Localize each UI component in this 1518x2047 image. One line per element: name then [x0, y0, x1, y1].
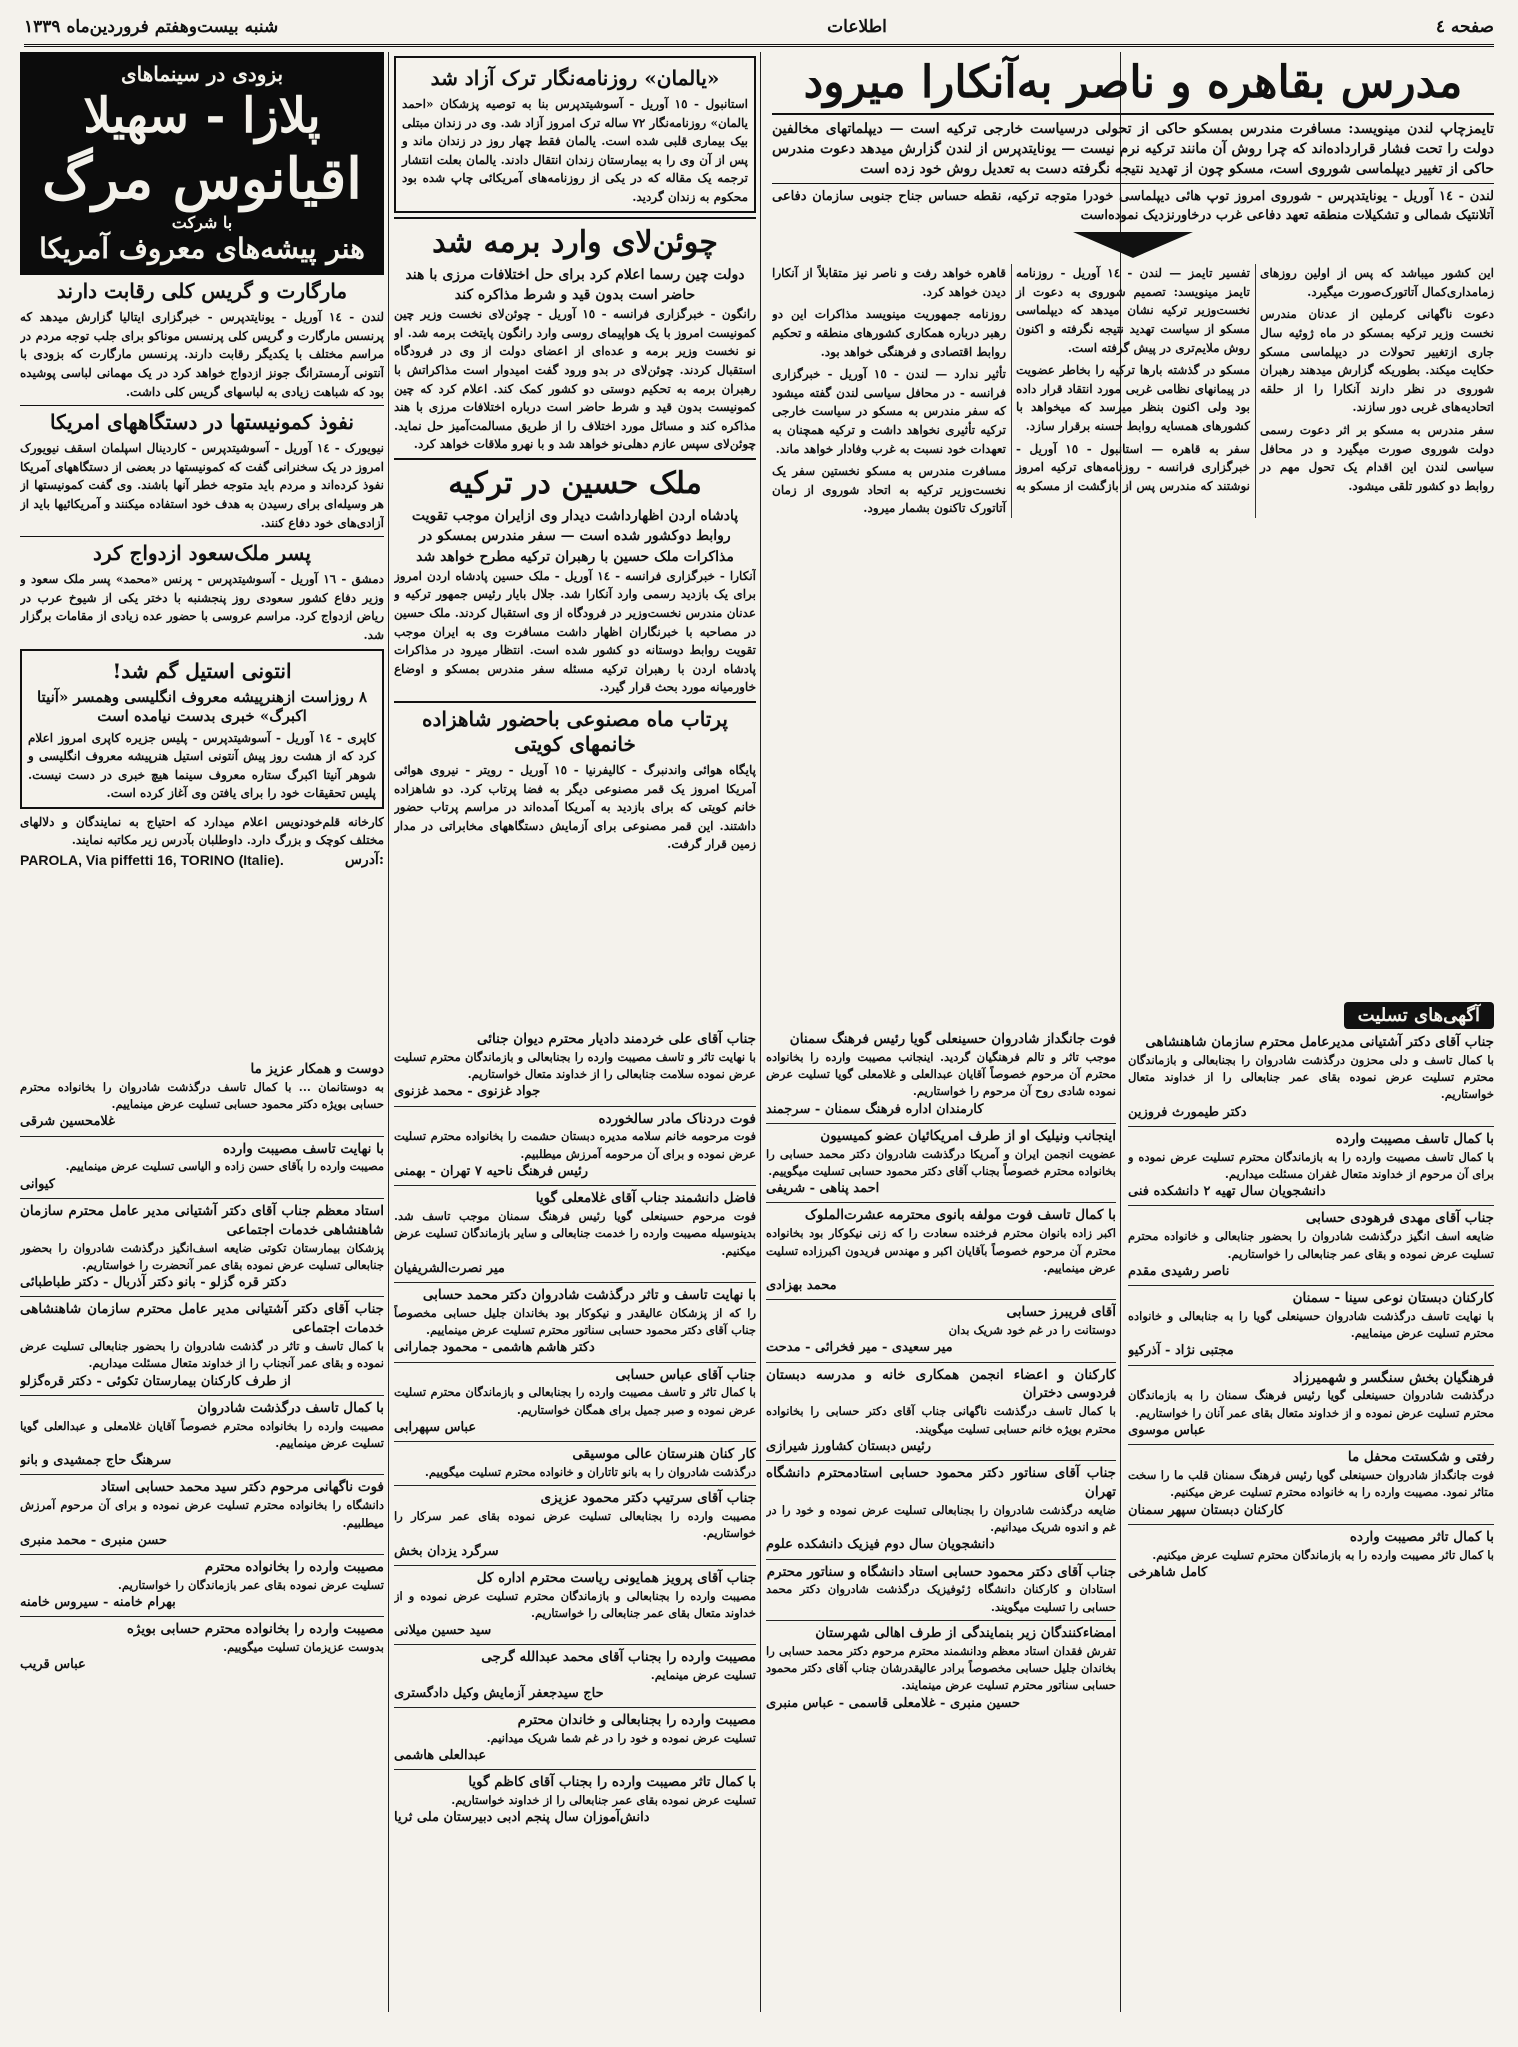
- condolence-notice: کارکنان و اعضاء انجمن همکاری خانه و مدرسه دبستان فردوسی دختران با کمال تاسف درگذشت ناگهانی جناب آقای دکتر حسابی را بخانواده محترم بویژه خانم حسابی تسلیت میگویند. رئیس دبستان کشاورز شیرازی: [766, 1362, 1116, 1456]
- condolence-column-4: [20, 1060, 384, 2010]
- pen-ad-body: کارخانه قلم‌خودنویس اعلام میدارد که احتیاج به نمایندگان و دلالهای مختلف کوچک و بزرگ دارد. داوطلبان بآدرس زیر مکاتبه نمایند.: [20, 814, 384, 848]
- anthony-body: کاپری - ١٤ آوریل - آسوشیتدپرس - پلیس جزیره کاپری امروز اعلام کرد که از هشت روز پیش آنتونی استیل هنرپیشه معروف انگلیسی و شوهر آنیتا اکبرگ ستاره معروف سینما هیچ خبری در دست نیست. پلیس تحقیقات خود را برای یافتن وی آغاز کرده است.: [28, 730, 376, 801]
- condolence-notice: رفتی و شکستت محفل ما فوت جانگداز شادروان حسینعلی گویا رئیس فرهنگ سمنان قلب ما را سخت متاثر نمود. مصیبت وارده را به خانواده محترم تسلیت عرض میکنیم. کارکنان دبستان سپهر سمنان: [1128, 1444, 1494, 1520]
- condolence-notice: کارکنان دبستان نوعی سینا - سمنان با نهایت تاسف درگذشت شادروان حسینعلی گویا را به جنابعالی و خانواده محترم تسلیت عرض مینماییم. مجتبی نژاد - آذرکیو: [1128, 1285, 1494, 1361]
- condolence-notice: فوت جانگداز شادروان حسینعلی گویا رئیس فرهنگ سمنان موجب تاثر و تالم فرهنگیان گردید. اینجانب مصیبت وارده را بخانواده محترم آن مرحوم خصوصاً آقایان عبدالعلی و غلامعلی گویا تسلیت عرض نموده شادی روح آن مرحوم را خواستاریم. کارمندان اداره فرهنگ سمنان - سرجمند: [766, 1031, 1116, 1117]
- yalman-body: استانبول - ١٥ آوریل - آسوشیتدپرس بنا به توصیه پزشکان «احمد یالمان» روزنامه‌نگار ٧٢ ساله ترک امروز آزاد شد. وی در زندان مبتلی بیک بیماری قلبی شده است. یالمان فقط چهار روز در زندان ماند و پس از آن وی را به بیمارستان زندان انتقال دادند. یالمان بعلت انتشار ترجمه یک مقاله که در یکی از روزنامه‌های آمریکائی چاپ شده بود محکوم به زندان گردید.: [402, 97, 749, 204]
- lead-article: [772, 52, 1494, 1012]
- condolence-notice: مصیبت وارده را بجناب آقای محمد عبدالله گرجی تسلیت عرض مینمایم. حاج سیدجعفر آزمایش وکیل دادگستری: [394, 1644, 756, 1702]
- left-column: [20, 52, 384, 1052]
- film-title: اقیانوس مرگ: [42, 146, 362, 212]
- condolence-notice: با کمال تاثر مصیبت وارده با کمال تاثر مصیبت وارده را به بازماندگان محترم تسلیت عرض میکنیم. کامل شاهرخی: [1128, 1524, 1494, 1582]
- condolence-notice: جناب آقای مهدی فرهودی حسابی ضایعه اسف انگیز درگذشت شادروان را بحضور جنابعالی و خانواده محترم تسلیت عرض نموده و بقای عمر جنابعالی را خواستاریم. ناصر رشیدی مقدم: [1128, 1205, 1494, 1281]
- chou-subhead: دولت چین رسما اعلام کرد برای حل اختلافات مرزی با هند حاضر است بدون قید و شرط مذاکره کند: [405, 266, 745, 303]
- saud-headline: پسر ملک‌سعود ازدواج کرد: [93, 541, 311, 566]
- condolence-notice: جناب آقای سرتیپ دکتر محمود عزیزی مصیبت وارده را بجنابعالی تسلیت عرض نموده بقای عمر سرکار را خواستاریم. سرگرد یزدان بخش: [394, 1485, 756, 1561]
- condolence-notice: آقای فریبرز حسابی دوستانت را در غم خود شریک بدان میر سعیدی - میر فخرائی - مدحت: [766, 1299, 1116, 1357]
- communists-headline: نفوذ کمونیستها در دستگاههای امریکا: [50, 410, 354, 435]
- chou-headline: چوئن‌لای وارد برمه شد: [432, 224, 718, 260]
- condolence-notice: جناب آقای پرویز همایونی ریاست محترم اداره کل مصیبت وارده را بجنابعالی و بازماندگان محترم تسلیت عرض نموده و از خداوند متعال بقای عمر جنابعالی را خواستاریم. سید حسین میلانی: [394, 1565, 756, 1641]
- condolence-notice: فاضل دانشمند جناب آقای غلامعلی گویا فوت مرحوم حسینعلی گویا رئیس فرهنگ سمنان موجب تاسف شد. بدینوسیله مصیبت وارده را خدمت جنابعالی و سایر بازماندگان تسلیت عرض میکنیم. میر نصرت‌الشریفیان: [394, 1185, 756, 1278]
- condolence-notice: فوت دردناک مادر سالخورده فوت مرحومه خانم سلامه مدیره دبستان حشمت را بخانواده محترم تسلیت عرض نموده و برای آن مرحومه آمرزش میطلبیم. رئیس فرهنگ ناحیه ٧ تهران - بهمنی: [394, 1106, 756, 1182]
- yalman-article: [394, 56, 756, 213]
- cinema-ad: [20, 52, 384, 275]
- condolence-column-1: [1128, 1000, 1494, 2010]
- cinema-top: بزودی در سینماهای: [120, 62, 284, 86]
- condolence-notice: جناب آقای سناتور دکتر محمود حسابی استادمحترم دانشگاه تهران ضایعه درگذشت شادروان را بجنابعالی تسلیت عرض نموده و خود را در غم و اندوه شریک میدانیم. دانشجویان سال دوم فیزیک دانشکده علوم: [766, 1460, 1116, 1554]
- anthony-article: [20, 649, 384, 809]
- cinema-stars: هنر پیشه‌های معروف آمریکا: [39, 232, 365, 266]
- condolence-notice: جناب آقای دکتر آشتیانی مدیرعامل محترم سازمان شاهنشاهی با کمال تاسف و دلی محزون درگذشت شادروان را بجنابعالی و بازماندگان محترم تسلیت عرض نموده بقای عمر جنابعالی را از خداوند متعال خواستاریم. دکتر طیمورث فروزین: [1128, 1034, 1494, 1120]
- chou-body: رانگون - خبرگزاری فرانسه - ١٥ آوریل - چوئن‌لای نخست وزیر چین کمونیست امروز با یک هواپیمای روسی وارد رانگون پایتخت برمه شد. او نو نخست وزیر برمه و عده‌ای از اعضای دولت از وی در فرودگاه استقبال کردند. چوئن‌لای در بدو ورود گفت امیدوار است مذاکراتش با رهبران برمه به تحکیم دوستی دو کشور کمک کند. اعلام کرد که چین کمونیست بدون قید و شرط حاضر است درباره اختلافات مرزی با هند مذاکره کند و مسائل مورد اختلاف را از طریق مسالمت‌آمیز حل نماید. چوئن‌لای سپس عازم دهلی‌نو خواهد شد و با نهرو ملاقات خواهد کرد.: [394, 307, 756, 452]
- arrow-graphic: [1073, 232, 1193, 258]
- pen-ad-address-row: [20, 850, 384, 870]
- condolence-notice: با نهایت تاسف و تاثر درگذشت شادروان دکتر محمد حسابی را که از پزشکان عالیقدر و نیکوکار بود بخاندان جلیل حسابی مخصوصاً جناب آقای دکتر محمود حسابی سناتور محترم تسلیت عرض مینماییم. دکتر هاشم هاشمی - محمود جمارانی: [394, 1282, 756, 1358]
- margaret-body: لندن - ١٤ آوریل - یونایتدپرس - خبرگزاری ایتالیا گزارش میدهد که پرنسس مارگارت و گریس کلی پرنسس موناکو برای جلب توجه مردم در مراسم مختلف با یکدیگر رقابت دارند. پرنسس مارگارت که بزودی با آنتونی آرمسترانگ جونز ازدواج خواهد کرد در یک مهمانی لباسی پوشیده بود که شباهت زیادی به لباسهای گریس کلی داشت.: [20, 310, 384, 399]
- lead-headline: مدرس بقاهره و ناصر به‌آنکارا میرود: [803, 57, 1463, 108]
- lead-body: این کشور میباشد که پس از اولین روزهای زمامداری‌کمال آتاتورک‌صورت میگیرد. دعوت ناگهانی کرملین از عدنان مندرس نخست وزیر ترکیه بمسکو در ماه ژوئیه سال جاری ازتغییر تحولات در دیپلماسی مسکو حکایت میکند. بطوریکه گزارش میدهند رهبران شوروی در نظر دارند آنکارا را از حلقه اتحادیه‌های غربی دور سازند. سفر مندرس به مسکو بر اثر دعوت رسمی دولت شوروی صورت میگیرد و در محافل سیاسی لندن این اقدام یک تحول مهم در روابط دو کشور تلقی میشود. تفسیر تایمز — لندن - ١٤ آوریل - روزنامه تایمز مینویسد: تصمیم شوروی به دعوت از نخست‌وزیر ترکیه نشان میدهد که دیپلماسی مسکو از سیاست تهدید نتیجه نگرفته و اکنون روش ملایم‌تری در پیش گرفته است. مسکو در گذشته بارها ترکیه را بخاطر عضویت در پیمانهای نظامی غربی مورد انتقاد قرار داده بود ولی اکنون بنظر میرسد که میخواهد با کشورهای همسایه روابط حسنه برقرار سازد. سفر به قاهره — استانبول - ١٥ آوریل - خبرگزاری فرانسه - روزنامه‌های ترکیه امروز نوشتند که مندرس پس از بازگشت از مسکو به قاهره خواهد رفت و ناصر نیز متقابلاً از آنکارا دیدن خواهد کرد. روزنامه جمهوریت مینویسد مذاکرات این دو رهبر درباره همکاری کشورهای منطقه و تحکیم روابط اقتصادی و فرهنگی خواهد بود. تأثیر ندارد — لندن - ١٥ آوریل - خبرگزاری فرانسه - در محافل سیاسی لندن گفته میشود که سفر مندرس به مسکو در سیاست خارجی ترکیه تأثیری نخواهد داشت و ترکیه همچنان به تعهدات خود نسبت به غرب وفادار خواهد ماند. مسافرت مندرس به مسکو نخستین سفر یک نخست‌وزیر ترکیه به اتحاد شوروی از زمان آتاتورک تاکنون بشمار میرود.: [772, 266, 1494, 516]
- condolence-notice: با کمال تاسف مصیبت وارده با کمال تاسف مصیبت وارده را به بازماندگان محترم تسلیت عرض نموده و برای آن مرحوم از خداوند متعال غفران مسئلت میداریم. دانشجویان سال تهیه ٢ دانشکده فنی: [1128, 1126, 1494, 1202]
- saud-body: دمشق - ١٦ آوریل - آسوشیتدپرس - پرنس «محمد» پسر ملک سعود و وزیر دفاع کشور سعودی روز پنجشنبه با دختر یکی از شیوخ عرب در ریاض ازدواج کرد. مراسم عروسی با حضور عده زیادی از مقامات برگزار شد.: [20, 572, 384, 642]
- condolence-notice: امضاءکنندگان زیر بنمایندگی از طرف اهالی شهرستان تفرش فقدان استاد معظم ودانشمند محترم مرحوم دکتر محمد حسابی را بخاندان جلیل حسابی مخصوصاً برادر عالیقدرشان جناب آقای دکتر محمود حسابی سناتور محترم تسلیت عرض مینمایند. حسین منبری - غلامعلی قاسمی - عباس منبری: [766, 1620, 1116, 1713]
- cinema-names: پلازا - سهیلا: [83, 88, 321, 144]
- condolences-title: آگهی‌های تسلیت: [1344, 1002, 1494, 1029]
- anthony-headline: انتونی استیل گم شد!: [112, 658, 292, 683]
- condolence-notice: با کمال تاسف فوت مولفه بانوی محترمه عشرت‌الملوک اکبر زاده بانوان محترم فرخنده سعادت را که زنی نیکوکار بود بخانواده محترم آن مرحوم خصوصاً بآقایان اکبر و مهندس فریدون اکبرزاده تسلیت عرض مینماییم. محمد بهزادی: [766, 1202, 1116, 1295]
- condolence-notice: مصیبت وارده را بجنابعالی و خاندان محترم تسلیت عرض نموده و خود را در غم شما شریک میدانیم. عبدالعلی هاشمی: [394, 1707, 756, 1765]
- column-rule: [760, 52, 761, 2012]
- condolence-notice: مصیبت وارده را بخانواده محترم تسلیت عرض نموده بقای عمر بازماندگان را خواستاریم. بهرام خامنه - سیروس خامنه: [20, 1554, 384, 1612]
- masthead: [24, 10, 1494, 47]
- newspaper-name: اطلاعات: [827, 17, 887, 37]
- condolence-notice: دوست و همکار عزیز ما به دوستانمان ... با کمال تاسف درگذشت شادروان را بخانواده محترم حسابی بویژه دکتر محمود حسابی تسلیت عرض مینماییم. غلامحسین شرقی: [20, 1061, 384, 1130]
- condolence-notice: فوت ناگهانی مرحوم دکتر سید محمد حسابی استاد دانشگاه را بخانواده محترم تسلیت عرض نموده و برای آن مرحوم آمرزش میطلبیم. حسن منبری - محمد منبری: [20, 1474, 384, 1550]
- condolence-notice: مصیبت وارده را بخانواده محترم حسابی بویژه بدوست عزیزمان تسلیت میگوییم. عباس قریب: [20, 1616, 384, 1674]
- condolence-notice: فرهنگیان بخش سنگسر و شهمیرزاد درگذشت شادروان حسینعلی گویا رئیس فرهنگ سمنان را به بازماندگان محترم تسلیت عرض نموده و از خداوند متعال بقای عمر آنان را خواستاریم. عباس موسوی: [1128, 1365, 1494, 1441]
- condolence-notice: کار کنان هنرستان عالی موسیقی درگذشت شادروان را به بانو تاتاران و خانواده محترم تسلیت میگوییم.: [394, 1441, 756, 1481]
- condolence-notice: با کمال تاسف درگذشت شادروان مصیبت وارده را بخانواده محترم خصوصاً آقایان غلامعلی و عبدالعلی گویا تسلیت عرض مینماییم. سرهنگ حاج جمشیدی و بانو: [20, 1395, 384, 1471]
- margaret-headline: مارگارت و گریس کلی رقابت دارند: [56, 279, 348, 304]
- pen-ad-address-label: آدرس:: [344, 852, 384, 869]
- page-number: صفحه ٤: [1435, 17, 1494, 37]
- anthony-subhead: ٨ روزاست ازهنرپیشه معروف انگلیسی وهمسر «آنیتا اکبرگ» خبری بدست نیامده است: [36, 687, 367, 725]
- issue-date: شنبه بیست‌وهفتم فروردین‌ماه ١٣٣٩: [24, 17, 279, 37]
- cinema-credits-label: با شرکت: [171, 213, 233, 233]
- hussein-subhead: پادشاه اردن اظهارداشت دیدار وی ازایران موجب تقویت روابط دوکشور شده است — سفر مندرس بمسکو در مذاکرات ملک حسین با رهبران ترکیه مطرح خواهد شد: [411, 507, 739, 565]
- column-rule: [388, 52, 389, 2012]
- lead-subhead-2: لندن - ١٤ آوریل - یونایتدپرس - شوروی امروز توپ هائی دیپلماسی خودرا متوجه ترکیه، نقطه حساس جناح جنوبی سازمان دفاعی آتلانتیک شمالی و تشکیلات منطقه تعهد دفاعی غرب درخاورنزدیک نموده‌است: [772, 189, 1494, 224]
- communists-body: نیویورک - ١٤ آوریل - آسوشیتدپرس - کاردینال اسپلمان اسقف نیویورک امروز در یک سخنرانی گفت که کمونیستها در بعضی از دستگاههای آمریکا نفوذ کرده‌اند و مردم باید متوجه خطر آنها باشند. وی گفت کمونیستها از هر وسیله‌ای برای رسیدن به هدف خود استفاده میکنند و آمریکائیها باید از آزادی‌های خود دفاع کنند.: [20, 441, 384, 530]
- satellite-body: پایگاه هوائی واندنبرگ - کالیفرنیا - ١٥ آوریل - رویتر - نیروی هوائی آمریکا امروز یک قمر مصنوعی دیگر به فضا پرتاب کرد. دو شاهزاده خانم کویتی که برای بازدید به آمریکا آمده‌اند در مراسم پرتاب حضور داشتند. این قمر مصنوعی برای آزمایش دستگاههای مخابراتی در مدار زمین قرار گرفت.: [394, 762, 756, 852]
- condolence-notice: جناب آقای دکتر آشتیانی مدیر عامل محترم سازمان شاهنشاهی خدمات اجتماعی با کمال تاسف و تاثر در گذشت شادروان را بحضور جنابعالی تسلیت عرض نموده و بقای عمر آنجناب را از خداوند متعال مسئلت میداریم. از طرف کارکنان بیمارستان تکوئی - دکتر قره‌گزلو: [20, 1296, 384, 1390]
- condolence-column-3: [394, 1030, 756, 2010]
- lead-subhead: تایمز‌چاپ لندن مینویسد: مسافرت مندرس بمسکو حاکی از تحولی درسیاست خارجی ترکیه است — دیپلماتهای مخالفین دولت را تحت فشار قرارداده‌اند که چرا روش آن مانند ترکیه نرم نیست — یونایتدپرس از لندن گزارش میدهد دعوت مندرس حاکی از تغییر دیپلماسی شوروی است، مسکو چون از تهدید نتیجه نگرفته دست به تعدیل روش خود زده است: [772, 120, 1494, 178]
- condolence-notice: با نهایت تاسف مصیبت وارده مصیبت وارده را بآقای حسن زاده و الیاسی تسلیت عرض مینماییم. کیوانی: [20, 1136, 384, 1194]
- satellite-headline: پرتاب ماه مصنوعی باحضور شاهزاده خانمهای کویتی: [422, 706, 728, 756]
- hussein-body: آنکارا - خبرگزاری فرانسه - ١٤ آوریل - ملک حسین پادشاه اردن امروز برای یک بازدید رسمی وارد آنکارا شد. جلال بایار رئیس جمهور ترکیه و عدنان مندرس نخست‌وزیر در فرودگاه از وی استقبال کردند. ملک حسین در مصاحبه با خبرنگاران اظهار داشت مسافرت وی به ایران موجب تقویت روابط دوستانه دو کشور شده است. انتظار میرود در مذاکرات پادشاه اردن با رهبران ترکیه مسئله سفر مندرس بمسکو و اوضاع خاورمیانه مورد بحث قرار گیرد.: [394, 568, 756, 695]
- condolence-notice: با کمال تاثر مصیبت وارده را بجناب آقای کاظم گویا تسلیت عرض نموده بقای عمر جنابعالی را از خداوند خواستاریم. دانش‌آموزان سال پنجم ادبی دبیرستان ملی ثریا: [394, 1769, 756, 1827]
- condolence-notice: جناب آقای عباس حسابی با کمال تاثر و تاسف مصیبت وارده را بجنابعالی و بازماندگان محترم تسلیت عرض نموده و صبر جمیل برای همگان خواستاریم. عباس سپهرابی: [394, 1362, 756, 1438]
- hussein-headline: ملک حسین در ترکیه: [448, 465, 702, 501]
- condolence-column-2: [766, 1030, 1116, 2010]
- condolence-notice: اینجانب ونیلیک او از طرف امریکائیان عضو کمیسیون عضویت انجمن ایران و آمریکا درگذشت شادروان دکتر محمد حسابی را بخانواده محترم خصوصاً بجناب آقای دکتر محمود حسابی تسلیت میگوییم. احمد پناهی - شریفی: [766, 1123, 1116, 1199]
- middle-column: [394, 52, 756, 1022]
- pen-ad-address: PAROLA, Via piffetti 16, TORINO (Italie).: [20, 852, 284, 869]
- yalman-headline: «یالمان» روزنامه‌نگار ترک آزاد شد: [430, 66, 720, 90]
- condolence-notice: استاد معظم جناب آقای دکتر آشتیانی مدیر عامل محترم سازمان شاهنشاهی خدمات اجتماعی پزشکان بیمارستان تکوتی ضایعه اسف‌انگیز درگذشت شادروان را بحضور جنابعالی تسلیت عرض نموده بقای عمر آنحضرت را خواستاریم. دکتر قره گزلو - بانو دکتر آذربال - دکتر طباطبائی: [20, 1198, 384, 1292]
- condolence-notice: جناب آقای علی خردمند دادیار محترم دیوان جنائی با نهایت تاثر و تاسف مصیبت وارده را بجنابعالی و بازماندگان محترم تسلیت عرض نموده سلامت جنابعالی را از خداوند متعال خواستاریم. جواد غزنوی - محمد غزنوی: [394, 1031, 756, 1100]
- condolence-notice: جناب آقای دکتر محمود حسابی استاد دانشگاه و سناتور محترم استادان و کارکنان دانشگاه ژئوفیزیک درگذشت شادروان دکتر محمد حسابی را تسلیت میگویند.: [766, 1559, 1116, 1616]
